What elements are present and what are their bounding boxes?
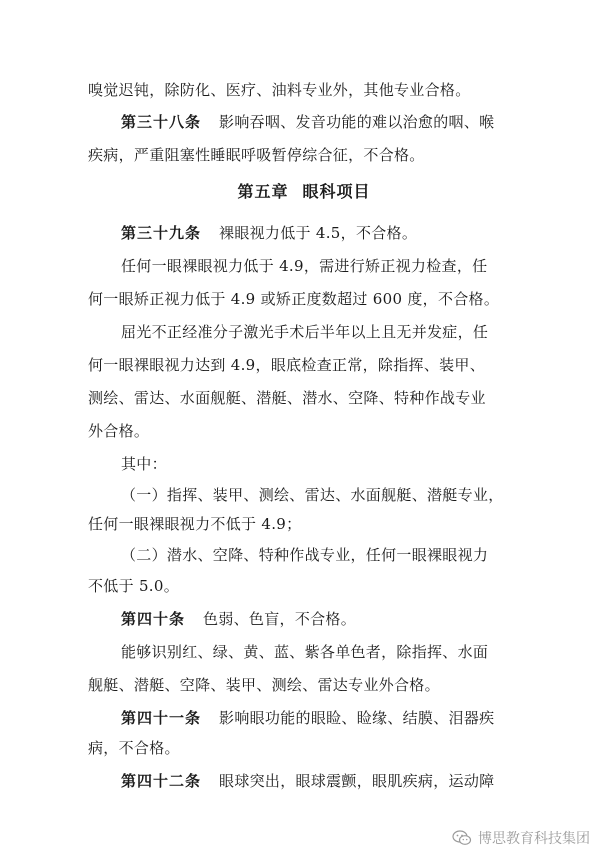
body-line: （一）指挥、装甲、测绘、雷达、水面舰艇、潜艇专业， xyxy=(121,486,504,504)
body-line: 任何一眼裸眼视力低于 4.9，需进行矫正视力检查，任 xyxy=(121,257,488,275)
body-line: 何一眼矫正视力低于 4.9 或矫正度数超过 600 度，不合格。 xyxy=(88,290,500,308)
watermark xyxy=(452,828,590,848)
article-text: 眼球突出，眼球震颤，眼肌疾病，运动障 xyxy=(219,772,495,790)
watermark-text: 博思教育科技集团 xyxy=(478,830,590,846)
wechat-icon xyxy=(452,830,472,846)
chapter-heading xyxy=(0,181,608,203)
article-38 xyxy=(121,112,520,132)
body-line: 舰艇、潜艇、空降、装甲、测绘、雷达专业外合格。 xyxy=(88,676,440,694)
body-line: 屈光不正经准分子激光手术后半年以上且无并发症，任 xyxy=(121,323,489,341)
body-line: 病，不合格。 xyxy=(88,739,180,757)
body-line: 任何一眼裸眼视力不低于 4.9； xyxy=(88,515,302,533)
body-line: 疾病，严重阻塞性睡眠呼吸暂停综合征，不合格。 xyxy=(88,146,425,164)
article-40 xyxy=(121,609,520,629)
article-41 xyxy=(121,708,520,728)
body-line: （二）潜水、空降、特种作战专业，任何一眼裸眼视力 xyxy=(121,546,489,564)
article-number: 第四十一条 xyxy=(121,709,202,727)
article-number: 第四十二条 xyxy=(121,772,202,790)
chapter-number: 第五章 xyxy=(237,182,289,201)
article-39 xyxy=(121,223,520,243)
body-line: 何一眼裸眼视力达到 4.9，眼底检查正常，除指挥、装甲、 xyxy=(88,356,486,374)
article-text: 影响眼功能的眼睑、睑缘、结膜、泪器疾 xyxy=(219,709,495,727)
chapter-title: 眼科项目 xyxy=(302,182,371,201)
body-line: 能够识别红、绿、黄、蓝、紫各单色者，除指挥、水面 xyxy=(121,643,489,661)
body-line: 不低于 5.0。 xyxy=(88,577,180,595)
body-line: 外合格。 xyxy=(88,422,150,440)
article-text: 裸眼视力低于 4.5，不合格。 xyxy=(219,224,418,242)
body-line: 其中： xyxy=(121,455,167,473)
article-number: 第四十条 xyxy=(121,610,186,628)
article-number: 第三十八条 xyxy=(121,113,202,131)
article-text: 色弱、色盲，不合格。 xyxy=(203,610,357,628)
body-line: 测绘、雷达、水面舰艇、潜艇、潜水、空降、特种作战专业 xyxy=(88,389,486,407)
article-number: 第三十九条 xyxy=(121,224,202,242)
article-text: 影响吞咽、发音功能的难以治愈的咽、喉 xyxy=(219,113,495,131)
article-42 xyxy=(121,771,520,791)
body-line: 嗅觉迟钝，除防化、医疗、油料专业外，其他专业合格。 xyxy=(88,81,471,99)
